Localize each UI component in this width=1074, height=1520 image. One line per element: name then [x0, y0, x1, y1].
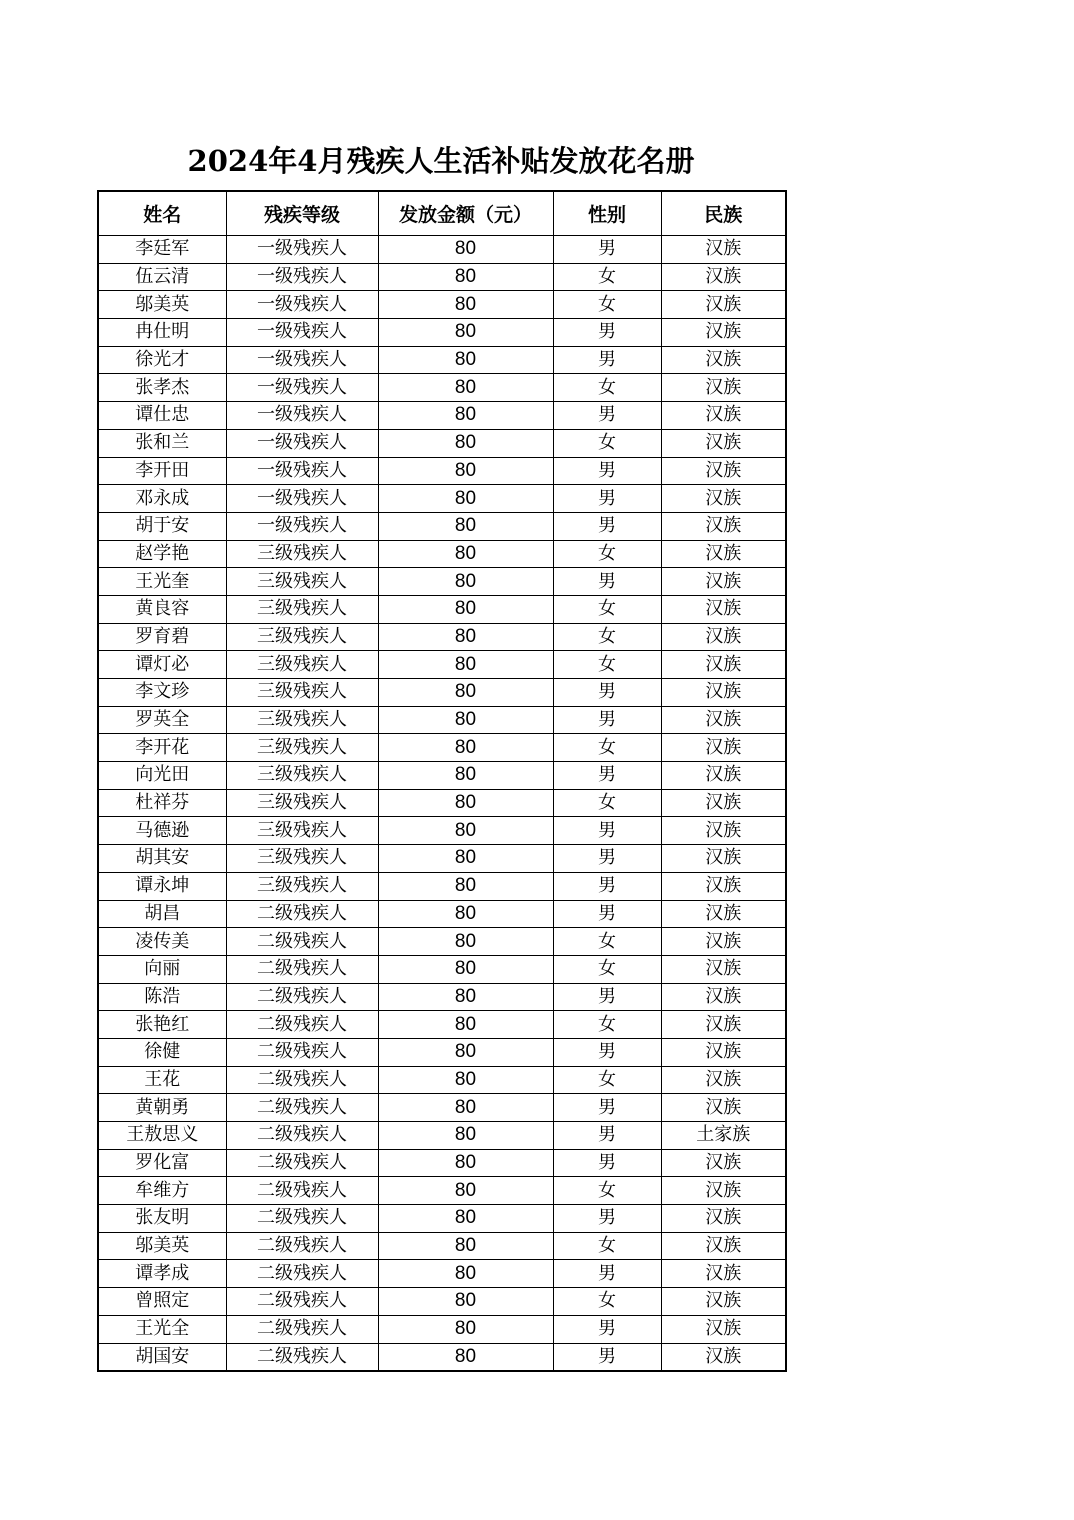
cell-disability-level: 三级残疾人 [226, 734, 378, 762]
table-row [98, 706, 786, 734]
header-disability-level: 残疾等级 [226, 191, 378, 236]
cell-ethnicity: 汉族 [661, 402, 786, 430]
table-row [98, 762, 786, 790]
cell-name: 胡国安 [98, 1343, 226, 1371]
cell-name: 向光田 [98, 762, 226, 790]
cell-gender: 女 [553, 291, 661, 319]
table-row [98, 1011, 786, 1039]
cell-ethnicity: 汉族 [661, 1232, 786, 1260]
cell-ethnicity: 汉族 [661, 1066, 786, 1094]
cell-disability-level: 二级残疾人 [226, 1038, 378, 1066]
cell-gender: 男 [553, 1038, 661, 1066]
cell-gender: 女 [553, 651, 661, 679]
table-row [98, 1343, 786, 1371]
cell-amount: 80 [378, 1011, 553, 1039]
cell-amount: 80 [378, 568, 553, 596]
cell-gender: 男 [553, 346, 661, 374]
cell-name: 罗英全 [98, 706, 226, 734]
cell-gender: 女 [553, 540, 661, 568]
cell-name: 张孝杰 [98, 374, 226, 402]
cell-disability-level: 二级残疾人 [226, 1011, 378, 1039]
cell-gender: 男 [553, 457, 661, 485]
cell-disability-level: 三级残疾人 [226, 595, 378, 623]
cell-amount: 80 [378, 734, 553, 762]
cell-amount: 80 [378, 319, 553, 347]
cell-amount: 80 [378, 955, 553, 983]
cell-amount: 80 [378, 402, 553, 430]
cell-gender: 男 [553, 319, 661, 347]
cell-amount: 80 [378, 1094, 553, 1122]
cell-gender: 女 [553, 1288, 661, 1316]
cell-disability-level: 一级残疾人 [226, 429, 378, 457]
cell-name: 张艳红 [98, 1011, 226, 1039]
cell-name: 胡昌 [98, 900, 226, 928]
cell-name: 冉仕明 [98, 319, 226, 347]
cell-ethnicity: 汉族 [661, 679, 786, 707]
cell-amount: 80 [378, 900, 553, 928]
table-row [98, 734, 786, 762]
table-row [98, 983, 786, 1011]
cell-disability-level: 三级残疾人 [226, 789, 378, 817]
cell-disability-level: 一级残疾人 [226, 263, 378, 291]
cell-gender: 男 [553, 236, 661, 264]
cell-name: 李开田 [98, 457, 226, 485]
cell-gender: 男 [553, 983, 661, 1011]
cell-disability-level: 一级残疾人 [226, 374, 378, 402]
cell-name: 徐光才 [98, 346, 226, 374]
cell-amount: 80 [378, 845, 553, 873]
cell-disability-level: 二级残疾人 [226, 1094, 378, 1122]
cell-amount: 80 [378, 429, 553, 457]
cell-gender: 女 [553, 374, 661, 402]
cell-gender: 女 [553, 789, 661, 817]
cell-disability-level: 二级残疾人 [226, 900, 378, 928]
cell-name: 胡于安 [98, 512, 226, 540]
cell-gender: 女 [553, 1066, 661, 1094]
table-row [98, 679, 786, 707]
cell-disability-level: 三级残疾人 [226, 540, 378, 568]
cell-name: 赵学艳 [98, 540, 226, 568]
cell-ethnicity: 汉族 [661, 651, 786, 679]
cell-ethnicity: 汉族 [661, 485, 786, 513]
cell-name: 曾照定 [98, 1288, 226, 1316]
table-row [98, 429, 786, 457]
cell-gender: 男 [553, 845, 661, 873]
cell-amount: 80 [378, 512, 553, 540]
cell-ethnicity: 汉族 [661, 955, 786, 983]
cell-gender: 男 [553, 1205, 661, 1233]
cell-amount: 80 [378, 651, 553, 679]
cell-amount: 80 [378, 595, 553, 623]
cell-disability-level: 三级残疾人 [226, 679, 378, 707]
cell-gender: 男 [553, 1149, 661, 1177]
table-row [98, 402, 786, 430]
cell-amount: 80 [378, 623, 553, 651]
cell-gender: 男 [553, 485, 661, 513]
table-row [98, 1094, 786, 1122]
cell-ethnicity: 汉族 [661, 540, 786, 568]
cell-amount: 80 [378, 485, 553, 513]
cell-disability-level: 一级残疾人 [226, 402, 378, 430]
cell-ethnicity: 汉族 [661, 706, 786, 734]
cell-ethnicity: 汉族 [661, 236, 786, 264]
table-row [98, 845, 786, 873]
cell-ethnicity: 汉族 [661, 623, 786, 651]
cell-name: 谭灯必 [98, 651, 226, 679]
cell-name: 陈浩 [98, 983, 226, 1011]
roster-table [97, 190, 787, 1372]
cell-name: 谭孝成 [98, 1260, 226, 1288]
cell-gender: 女 [553, 595, 661, 623]
cell-disability-level: 二级残疾人 [226, 1315, 378, 1343]
table-body [98, 236, 786, 1372]
cell-gender: 女 [553, 1011, 661, 1039]
table-row [98, 291, 786, 319]
cell-disability-level: 三级残疾人 [226, 706, 378, 734]
cell-ethnicity: 汉族 [661, 734, 786, 762]
table-row [98, 1205, 786, 1233]
cell-disability-level: 一级残疾人 [226, 512, 378, 540]
cell-ethnicity: 汉族 [661, 845, 786, 873]
cell-name: 黄良容 [98, 595, 226, 623]
table-row [98, 1122, 786, 1150]
table-row [98, 236, 786, 264]
cell-amount: 80 [378, 1232, 553, 1260]
cell-amount: 80 [378, 1149, 553, 1177]
cell-amount: 80 [378, 1205, 553, 1233]
cell-ethnicity: 汉族 [661, 291, 786, 319]
cell-gender: 男 [553, 900, 661, 928]
table-row [98, 1177, 786, 1205]
table-row [98, 817, 786, 845]
table-row [98, 651, 786, 679]
cell-gender: 女 [553, 928, 661, 956]
cell-ethnicity: 汉族 [661, 1315, 786, 1343]
cell-disability-level: 二级残疾人 [226, 928, 378, 956]
cell-name: 王光奎 [98, 568, 226, 596]
cell-ethnicity: 汉族 [661, 263, 786, 291]
cell-name: 向丽 [98, 955, 226, 983]
header-row [98, 191, 786, 236]
cell-name: 凌传美 [98, 928, 226, 956]
cell-disability-level: 三级残疾人 [226, 651, 378, 679]
cell-name: 罗化富 [98, 1149, 226, 1177]
cell-name: 杜祥芬 [98, 789, 226, 817]
cell-amount: 80 [378, 1343, 553, 1371]
cell-disability-level: 二级残疾人 [226, 1066, 378, 1094]
table-row [98, 512, 786, 540]
table-row [98, 955, 786, 983]
table-row [98, 263, 786, 291]
cell-gender: 男 [553, 1260, 661, 1288]
cell-gender: 男 [553, 1343, 661, 1371]
cell-amount: 80 [378, 679, 553, 707]
cell-disability-level: 二级残疾人 [226, 1177, 378, 1205]
table-row [98, 1066, 786, 1094]
cell-gender: 男 [553, 568, 661, 596]
cell-amount: 80 [378, 706, 553, 734]
cell-disability-level: 一级残疾人 [226, 485, 378, 513]
cell-amount: 80 [378, 374, 553, 402]
cell-amount: 80 [378, 928, 553, 956]
cell-ethnicity: 汉族 [661, 789, 786, 817]
cell-disability-level: 二级残疾人 [226, 1343, 378, 1371]
table-row [98, 595, 786, 623]
table-row [98, 623, 786, 651]
cell-ethnicity: 汉族 [661, 928, 786, 956]
cell-disability-level: 二级残疾人 [226, 955, 378, 983]
cell-disability-level: 三级残疾人 [226, 568, 378, 596]
cell-ethnicity: 汉族 [661, 1149, 786, 1177]
cell-ethnicity: 汉族 [661, 1260, 786, 1288]
table-row [98, 1149, 786, 1177]
cell-amount: 80 [378, 1177, 553, 1205]
cell-disability-level: 三级残疾人 [226, 762, 378, 790]
table-row [98, 928, 786, 956]
cell-amount: 80 [378, 540, 553, 568]
cell-disability-level: 三级残疾人 [226, 845, 378, 873]
cell-disability-level: 二级残疾人 [226, 1260, 378, 1288]
cell-gender: 男 [553, 872, 661, 900]
cell-ethnicity: 汉族 [661, 595, 786, 623]
cell-name: 王光全 [98, 1315, 226, 1343]
cell-disability-level: 一级残疾人 [226, 291, 378, 319]
cell-ethnicity: 汉族 [661, 1094, 786, 1122]
cell-gender: 男 [553, 512, 661, 540]
cell-disability-level: 二级残疾人 [226, 1122, 378, 1150]
cell-ethnicity: 汉族 [661, 319, 786, 347]
cell-gender: 女 [553, 1232, 661, 1260]
table-row [98, 1315, 786, 1343]
cell-gender: 男 [553, 1094, 661, 1122]
cell-ethnicity: 汉族 [661, 1038, 786, 1066]
cell-name: 李廷军 [98, 236, 226, 264]
cell-disability-level: 二级残疾人 [226, 1149, 378, 1177]
cell-amount: 80 [378, 346, 553, 374]
table-row [98, 900, 786, 928]
cell-gender: 女 [553, 734, 661, 762]
cell-name: 罗育碧 [98, 623, 226, 651]
cell-ethnicity: 汉族 [661, 817, 786, 845]
cell-amount: 80 [378, 1288, 553, 1316]
table-row [98, 346, 786, 374]
header-amount: 发放金额（元） [378, 191, 553, 236]
cell-disability-level: 一级残疾人 [226, 457, 378, 485]
cell-name: 谭永坤 [98, 872, 226, 900]
header-ethnicity: 民族 [661, 191, 786, 236]
cell-amount: 80 [378, 983, 553, 1011]
cell-gender: 男 [553, 1122, 661, 1150]
cell-gender: 女 [553, 623, 661, 651]
cell-name: 徐健 [98, 1038, 226, 1066]
cell-name: 马德逊 [98, 817, 226, 845]
cell-amount: 80 [378, 457, 553, 485]
table-row [98, 1288, 786, 1316]
cell-amount: 80 [378, 236, 553, 264]
cell-disability-level: 三级残疾人 [226, 623, 378, 651]
cell-amount: 80 [378, 817, 553, 845]
table-row [98, 872, 786, 900]
cell-name: 王花 [98, 1066, 226, 1094]
cell-gender: 女 [553, 263, 661, 291]
cell-ethnicity: 汉族 [661, 762, 786, 790]
cell-gender: 男 [553, 706, 661, 734]
cell-name: 邬美英 [98, 1232, 226, 1260]
header-name: 姓名 [98, 191, 226, 236]
cell-disability-level: 一级残疾人 [226, 236, 378, 264]
cell-ethnicity: 汉族 [661, 512, 786, 540]
cell-amount: 80 [378, 1260, 553, 1288]
cell-name: 李开花 [98, 734, 226, 762]
cell-name: 王敖思义 [98, 1122, 226, 1150]
cell-gender: 女 [553, 429, 661, 457]
cell-gender: 男 [553, 402, 661, 430]
table-row [98, 540, 786, 568]
cell-disability-level: 二级残疾人 [226, 1232, 378, 1260]
cell-amount: 80 [378, 1315, 553, 1343]
cell-ethnicity: 汉族 [661, 374, 786, 402]
cell-ethnicity: 汉族 [661, 1343, 786, 1371]
cell-disability-level: 一级残疾人 [226, 346, 378, 374]
table-row [98, 457, 786, 485]
cell-ethnicity: 土家族 [661, 1122, 786, 1150]
cell-disability-level: 二级残疾人 [226, 983, 378, 1011]
cell-name: 黄朝勇 [98, 1094, 226, 1122]
cell-ethnicity: 汉族 [661, 900, 786, 928]
cell-disability-level: 二级残疾人 [226, 1205, 378, 1233]
page-title: 2024年4月残疾人生活补贴发放花名册 [187, 144, 695, 178]
cell-ethnicity: 汉族 [661, 429, 786, 457]
table-row [98, 789, 786, 817]
cell-amount: 80 [378, 789, 553, 817]
cell-ethnicity: 汉族 [661, 1288, 786, 1316]
cell-amount: 80 [378, 291, 553, 319]
cell-ethnicity: 汉族 [661, 346, 786, 374]
table-row [98, 1260, 786, 1288]
cell-amount: 80 [378, 1038, 553, 1066]
cell-amount: 80 [378, 263, 553, 291]
cell-name: 邬美英 [98, 291, 226, 319]
table-row [98, 374, 786, 402]
cell-gender: 男 [553, 679, 661, 707]
cell-amount: 80 [378, 762, 553, 790]
table-row [98, 1232, 786, 1260]
cell-gender: 男 [553, 762, 661, 790]
cell-gender: 男 [553, 1315, 661, 1343]
cell-name: 张和兰 [98, 429, 226, 457]
cell-disability-level: 三级残疾人 [226, 872, 378, 900]
cell-gender: 女 [553, 955, 661, 983]
table-row [98, 319, 786, 347]
cell-disability-level: 一级残疾人 [226, 319, 378, 347]
cell-amount: 80 [378, 872, 553, 900]
table-row [98, 1038, 786, 1066]
cell-name: 伍云清 [98, 263, 226, 291]
cell-name: 邓永成 [98, 485, 226, 513]
cell-name: 谭仕忠 [98, 402, 226, 430]
cell-name: 胡其安 [98, 845, 226, 873]
cell-disability-level: 二级残疾人 [226, 1288, 378, 1316]
cell-gender: 男 [553, 817, 661, 845]
cell-gender: 女 [553, 1177, 661, 1205]
table-row [98, 568, 786, 596]
cell-ethnicity: 汉族 [661, 568, 786, 596]
cell-ethnicity: 汉族 [661, 1205, 786, 1233]
table-row [98, 485, 786, 513]
cell-amount: 80 [378, 1122, 553, 1150]
cell-ethnicity: 汉族 [661, 983, 786, 1011]
cell-ethnicity: 汉族 [661, 1011, 786, 1039]
cell-name: 李文珍 [98, 679, 226, 707]
cell-ethnicity: 汉族 [661, 457, 786, 485]
cell-disability-level: 三级残疾人 [226, 817, 378, 845]
header-gender: 性别 [553, 191, 661, 236]
cell-name: 张友明 [98, 1205, 226, 1233]
cell-name: 牟维方 [98, 1177, 226, 1205]
cell-ethnicity: 汉族 [661, 872, 786, 900]
cell-ethnicity: 汉族 [661, 1177, 786, 1205]
cell-amount: 80 [378, 1066, 553, 1094]
table-header [98, 191, 786, 236]
